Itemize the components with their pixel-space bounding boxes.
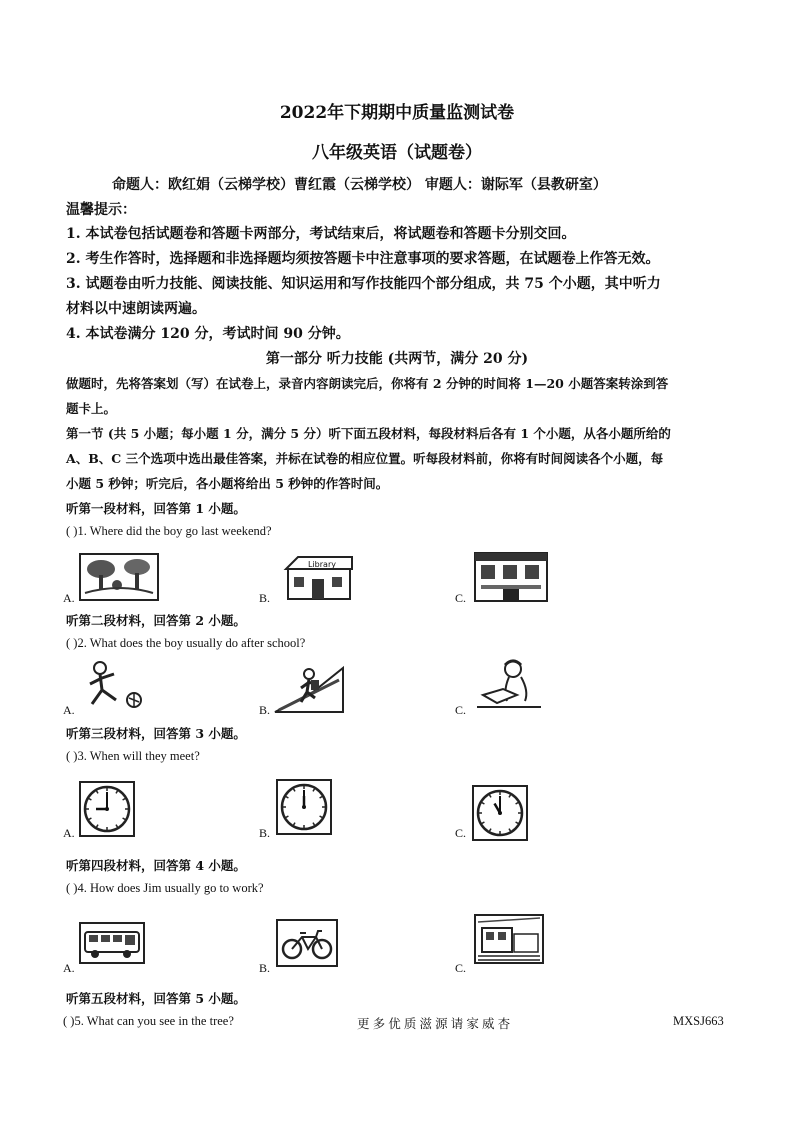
watermark-text: 更 多 优 质 滋 源 请 家 威 杏	[357, 1017, 511, 1031]
q3-option-c-label: C.	[455, 826, 467, 840]
q1-lead: 听第一段材料，回答第 1 小题。	[66, 501, 246, 516]
bicycle-icon	[276, 919, 338, 967]
q2-text: ( )2. What does the boy usually do after school?	[66, 636, 306, 650]
clock-icon	[276, 779, 332, 835]
q4-option-a-label: A.	[63, 961, 75, 975]
section1-desc-1: 第一节 (共 5 小题；每小题 1 分，满分 5 分）听下面五段材料，每段材料后各有 1 个小题，从各小题所给的	[66, 426, 671, 441]
part1-intro-1: 做题时，先将答案划（写）在试卷上，录音内容朗读完后，你将有 2 分钟的时间将 1—20 小题答案转涂到答	[66, 376, 669, 391]
q2-option-b-label: B.	[259, 703, 271, 717]
notice-item-2: 2. 考生作答时，选择题和非选择题均须按答题卡中注意事项的要求答题，在试题卷上作答无效。	[66, 251, 660, 267]
q4-option-b-label: B.	[259, 961, 271, 975]
notice-item-4: 4. 本试卷满分 120 分，考试时间 90 分钟。	[66, 326, 350, 342]
q3-lead: 听第三段材料，回答第 3 小题。	[66, 726, 246, 741]
exam-title: 2022年下期期中质量监测试卷	[279, 103, 515, 123]
q1-option-a-label: A.	[63, 591, 75, 605]
q2-lead: 听第二段材料，回答第 2 小题。	[66, 613, 246, 628]
q5-text: ( )5. What can you see in the tree?	[63, 1014, 234, 1028]
part1-intro-2: 题卡上。	[66, 401, 117, 416]
q2-option-a-label: A.	[63, 703, 75, 717]
football-player-icon	[82, 660, 146, 710]
notice-heading: 温馨提示：	[66, 202, 136, 218]
q1-text: ( )1. Where did the boy go last weekend?	[66, 524, 272, 538]
reading-person-icon	[473, 657, 545, 709]
q4-lead: 听第四段材料，回答第 4 小题。	[66, 858, 246, 873]
q2-option-c-label: C.	[455, 703, 467, 717]
authors-line: 命题人：欧红娟（云梯学校）曹红霞（云梯学校） 审题人：谢际军（县教研室）	[112, 177, 607, 193]
shop-building-icon	[473, 551, 549, 603]
notice-item-1: 1. 本试卷包括试题卷和答题卡两部分，考试结束后，将试题卷和答题卡分别交回。	[66, 226, 576, 242]
exam-subtitle: 八年级英语（试题卷）	[312, 143, 482, 163]
notice-item-3: 3. 试题卷由听力技能、阅读技能、知识运用和写作技能四个部分组成，共 75 个小题，其中听力	[66, 276, 661, 292]
q4-option-c-label: C.	[455, 961, 467, 975]
q3-text: ( )3. When will they meet?	[66, 749, 200, 763]
bus-icon	[79, 922, 145, 964]
q5-lead: 听第五段材料，回答第 5 小题。	[66, 991, 246, 1006]
q3-option-b-label: B.	[259, 826, 271, 840]
section1-desc-3: 小题 5 秒钟；听完后，各小题将给出 5 秒钟的作答时间。	[66, 476, 389, 491]
svg-text:Library: Library	[308, 560, 336, 569]
part1-heading: 第一部分 听力技能 (共两节，满分 20 分)	[265, 351, 529, 367]
library-icon	[282, 553, 354, 601]
section1-desc-2: A、B、C 三个选项中选出最佳答案，并标在试卷的相应位置。听每段材料前，你将有时间阅读各个小题，每	[66, 451, 664, 466]
q1-option-b-label: B.	[259, 591, 271, 605]
clock-center	[105, 807, 109, 811]
clock-icon	[79, 781, 135, 837]
notice-item-3-cont: 材料以中速朗读两遍。	[66, 301, 206, 317]
park-scene-icon	[79, 553, 159, 601]
q3-option-a-label: A.	[63, 826, 75, 840]
document-code: MXSJ663	[673, 1014, 724, 1028]
mountain-climber-icon	[273, 662, 345, 714]
train-icon	[474, 914, 544, 964]
clock-center	[498, 811, 502, 815]
clock-icon	[472, 785, 528, 841]
q1-option-c-label: C.	[455, 591, 467, 605]
q4-text: ( )4. How does Jim usually go to work?	[66, 881, 264, 895]
clock-center	[302, 805, 306, 809]
